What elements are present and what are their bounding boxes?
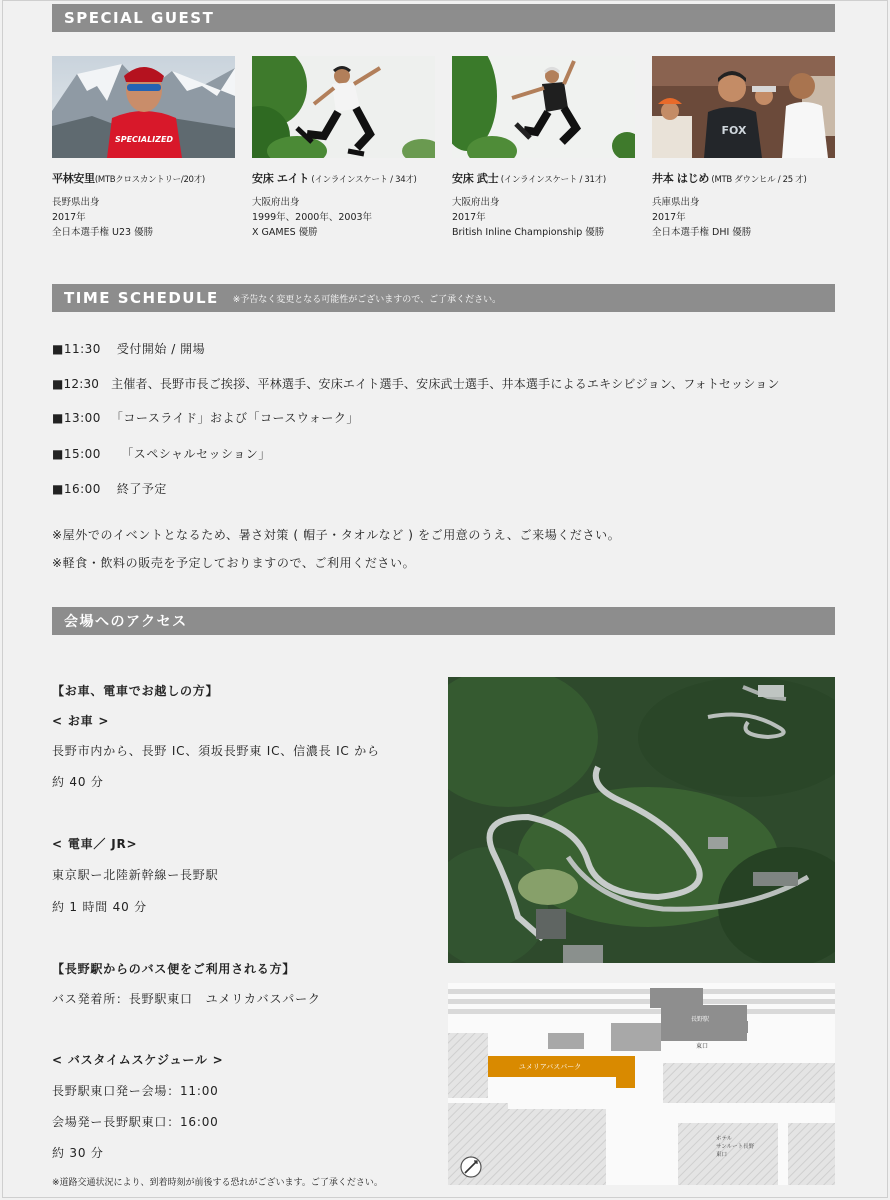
guest-detail: 大阪府出身 (452, 197, 500, 208)
jersey-lettering: FOX (721, 124, 747, 137)
schedule-time: ■11:30 (52, 342, 101, 356)
guest-detail: 2017年 (452, 212, 486, 223)
guest-detail: 2017年 (52, 212, 86, 223)
guest-name: 安床 武士 (452, 172, 499, 185)
schedule-note: ※屋外でのイベントとなるため、暑さ対策 ( 帽子・タオルなど ) をご用意のうえ、ご来場ください。 (52, 528, 621, 542)
guest-photo-imoto (652, 56, 835, 158)
map-hotel-label-2: サンルート長野 (716, 1144, 755, 1150)
car-time: 約 40 分 (52, 775, 104, 789)
car-label: < お車 > (52, 714, 110, 728)
guest-card-takeshi (452, 56, 635, 240)
train-route: 東京駅ー北陸新幹線ー長野駅 (52, 868, 219, 882)
bus-heading: 【長野駅からのバス便をご利用される方】 (52, 962, 296, 976)
guest-photo-hirabayashi (52, 56, 235, 158)
schedule-time: ■12:30 (52, 377, 100, 391)
schedule-time: ■16:00 (52, 482, 101, 496)
schedule-text: 「コースライド」および「コースウォーク」 (110, 411, 359, 425)
access-map (448, 983, 835, 1185)
schedule-item (52, 340, 205, 357)
guest-photo-eito (252, 56, 435, 158)
special-guest-header (52, 4, 835, 32)
map-east-exit-label: 東口 (695, 1043, 709, 1050)
guest-name-line (252, 170, 435, 186)
guest-detail: 全日本選手権 DHI 優勝 (652, 227, 752, 238)
schedule-item (52, 409, 359, 426)
schedule-item (52, 375, 780, 392)
venue-aerial-photo (448, 677, 835, 963)
guest-detail: British Inline Championship 優勝 (452, 227, 605, 238)
bus-outbound: 長野駅東口発ー会場：11:00 (52, 1084, 219, 1098)
time-schedule-header (52, 284, 835, 312)
schedule-text: 主催者、長野市長ご挨拶、平林選手、安床エイト選手、安床武士選手、井本選手によるエキシビジョン、フォトセッション (111, 377, 780, 391)
car-route: 長野市内から、長野 IC、須坂長野東 IC、信濃長 IC から (52, 744, 380, 758)
guest-card-imoto (652, 56, 835, 240)
guest-photo-takeshi (452, 56, 635, 158)
time-schedule-note: ※予告なく変更となる可能性がございますので、ご了承ください。 (232, 295, 502, 305)
guest-detail: 大阪府出身 (252, 197, 300, 208)
compass-icon (461, 1157, 481, 1177)
map-bus-park-label: ユメリアバスパーク (518, 1063, 582, 1071)
guest-name-line (52, 170, 235, 186)
guest-name-line (652, 170, 835, 186)
bus-schedule-label: < バスタイムスケジュール > (52, 1053, 224, 1067)
guest-meta: (MTB ダウンヒル / 25 才) (709, 175, 807, 185)
train-label: < 電車／ JR> (52, 837, 138, 851)
guest-name: 井本 はじめ (652, 172, 710, 185)
guest-name: 安床 エイト (252, 172, 310, 185)
guest-detail: 2017年 (652, 212, 686, 223)
bus-time: 約 30 分 (52, 1146, 104, 1160)
jersey-lettering: SPECIALIZED (114, 135, 174, 144)
guest-meta: (MTBクロスカントリー/20才) (94, 175, 205, 185)
special-guest-title: SPECIAL GUEST (64, 9, 215, 27)
car-train-heading: 【お車、電車でお越しの方】 (52, 684, 219, 698)
guest-name: 平林安里 (52, 172, 95, 185)
map-station-label: 長野駅 (690, 1016, 710, 1023)
schedule-item (52, 445, 271, 462)
train-time: 約 1 時間 40 分 (52, 900, 147, 914)
schedule-text: 「スペシャルセッション」 (116, 447, 271, 461)
schedule-note: ※軽食・飲料の販売を予定しておりますので、ご利用ください。 (52, 556, 416, 570)
schedule-text: 終了予定 (116, 482, 167, 496)
access-header (52, 607, 835, 635)
map-hotel-label-1: ホテル (716, 1136, 733, 1142)
bus-return: 会場発ー長野駅東口：16:00 (52, 1115, 219, 1129)
guest-name-line (452, 170, 635, 186)
guest-card-eito (252, 56, 435, 240)
guest-meta: (インラインスケート / 34才) (309, 175, 417, 185)
guest-detail: 全日本選手権 U23 優勝 (52, 227, 154, 238)
bus-stop: バス発着所：長野駅東口 ユメリカバスパーク (52, 992, 321, 1006)
time-schedule-title: TIME SCHEDULE (64, 289, 219, 307)
schedule-text: 受付開始 / 開場 (116, 342, 206, 356)
map-hotel-label-3: 東口 (716, 1152, 728, 1158)
guest-card-hirabayashi (52, 56, 235, 240)
schedule-item (52, 480, 167, 497)
access-title: 会場へのアクセス (64, 614, 188, 630)
schedule-time: ■15:00 (52, 447, 101, 461)
guest-detail: 兵庫県出身 (652, 197, 700, 208)
guest-detail: X GAMES 優勝 (252, 227, 318, 238)
guest-meta: (インラインスケート / 31才) (498, 175, 606, 185)
schedule-time: ■13:00 (52, 411, 101, 425)
guest-detail: 1999年、2000年、2003年 (252, 212, 373, 223)
guest-detail: 長野県出身 (52, 197, 100, 208)
traffic-note: ※道路交通状況により、到着時刻が前後する恐れがございます。ご了承ください。 (52, 1178, 383, 1188)
